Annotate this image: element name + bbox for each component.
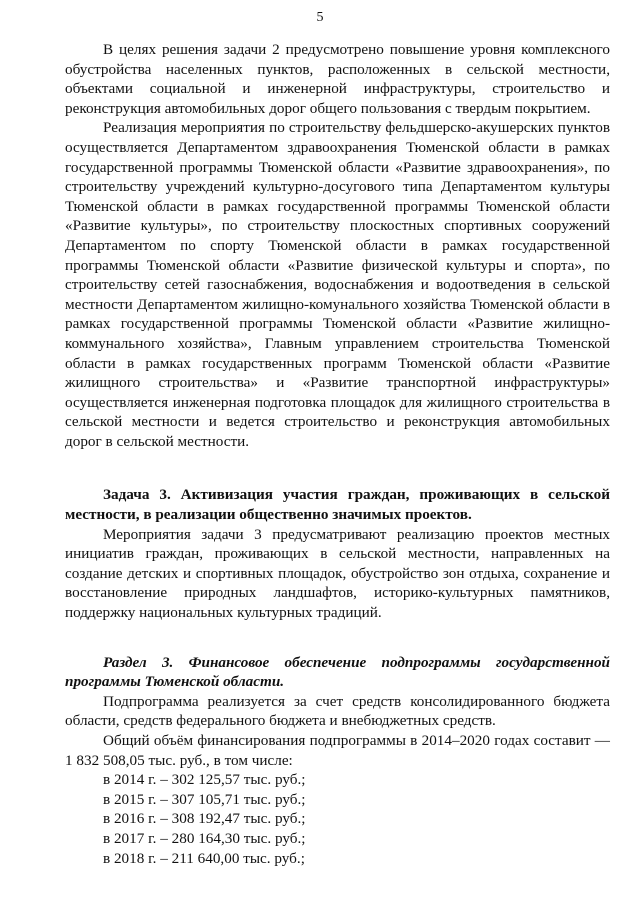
task3-text: Мероприятия задачи 3 предусматривают реализацию проектов местных инициатив граждан, проживающих в сельской местности, направленных на создание детских и спортивных площадок, обустройство зон отдыха, сохранение и восстановление природных ландшафтов, историко-культурных памятников, поддержку национальных культурных традиций. (65, 525, 610, 622)
section3-text-2: Общий объём финансирования подпрограммы в 2014–2020 годах составит — 1 832 508,05 тыс. руб., в том числе: (65, 732, 610, 769)
funding-year-item: в 2017 г. – 280 164,30 тыс. руб.; (103, 829, 306, 847)
funding-by-year-list (65, 770, 610, 868)
paragraph-implementation: Реализация мероприятия по строительству фельдшерско-акушерских пунктов осуществляется Департаментом здравоохранения Тюменской области в рамках государственной программы Тюменской области «Развитие здравоохранения», по строительству учреждений культурно-досугового типа Департаментом культуры Тюменской области в рамках государственной программы Тюменской области «Развитие культуры», по строительству плоскостных спортивных сооружений Департаментом по спорту Тюменской области в рамках государственной программы Тюменской области «Развитие физической культуры и спорта», по строительству сетей газоснабжения, водоснабжения и водоотведения в сельской местности Департаментом жилищно-комунального хозяйства Тюменской области в рамках государственной программы Тюменской области «Развитие жилищно-коммунального хозяйства», Главным управлением строительства Тюменской области в рамках государственных программ Тюменской области «Развитие жилищного строительства» и «Развитие транспортной инфраструктуры» осуществляется инженерная подготовка площадок для жилищного строительства в сельской местности и ведется строительство и реконструкция автомобильных дорог в сельской местности. (65, 119, 610, 450)
page-content (65, 40, 610, 868)
funding-year-item: в 2016 г. – 308 192,47 тыс. руб.; (103, 810, 306, 828)
spacer (65, 451, 610, 485)
task3-title: Задача 3. Активизация участия граждан, проживающих в сельской местности, в реализации общественно значимых проектов. (65, 486, 610, 524)
funding-year-item: в 2018 г. – 211 640,00 тыс. руб.; (103, 849, 305, 867)
page-number: 5 (316, 10, 324, 25)
spacer (65, 623, 610, 653)
funding-year-item: в 2014 г. – 302 125,57 тыс. руб.; (103, 771, 306, 789)
funding-year-item: в 2015 г. – 307 105,71 тыс. руб.; (103, 790, 306, 808)
section3-text-1: Подпрограмма реализуется за счет средств консолидированного бюджета области, средств федерального бюджета и внебюджетных средств. (65, 692, 610, 730)
section3-title: Раздел 3. Финансовое обеспечение подпрограммы государственной программы Тюменской области. (65, 653, 610, 691)
paragraph-task2-summary: В целях решения задачи 2 предусмотрено повышение уровня комплексного обустройства населенных пунктов, расположенных в сельской местности, объектами социальной и инженерной инфраструктуры, строительство и реконструкция автомобильных дорог общего пользования с твердым покрытием. (65, 41, 610, 117)
